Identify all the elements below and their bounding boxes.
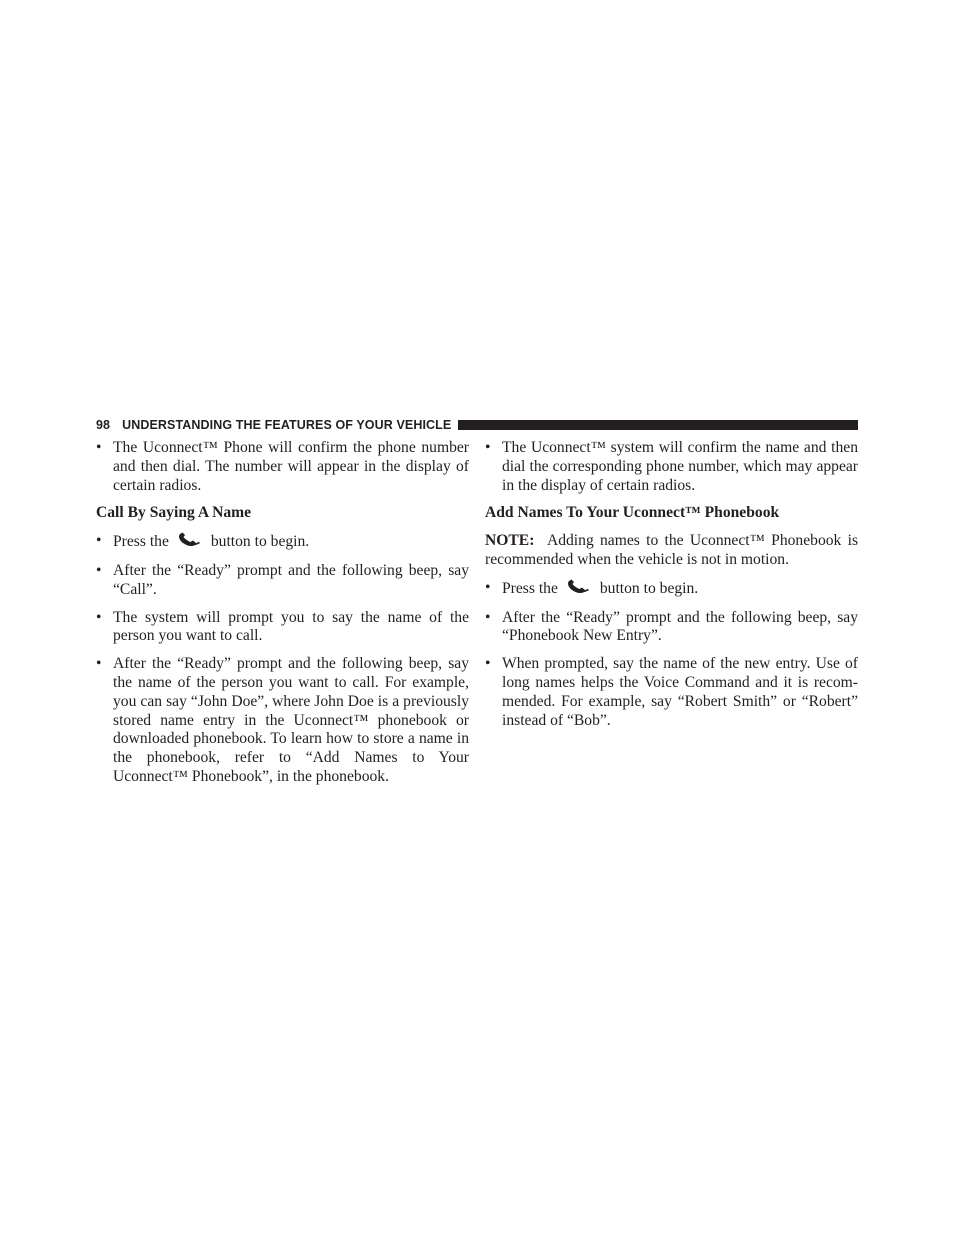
bullet: • bbox=[485, 439, 491, 456]
page-number: 98 bbox=[96, 417, 111, 432]
section-heading: Call By Saying A Name bbox=[96, 504, 252, 522]
bullet-text: The Uconnect™ system will confirm the name and then dial the corresponding phone number, which may appear in the display of certain radios. bbox=[502, 439, 858, 494]
list-item bbox=[485, 439, 858, 495]
bullet: • bbox=[96, 655, 102, 673]
list-item bbox=[96, 609, 469, 647]
bullet-text: Press the bbox=[113, 533, 169, 551]
bullet: • bbox=[485, 655, 491, 673]
bullet-text: button to begin. bbox=[599, 579, 699, 597]
note-text: Adding names to the Uconnect™ Phonebook is recommended when the vehicle is not in motion. bbox=[485, 532, 859, 568]
bullet-text: button to begin. bbox=[210, 533, 310, 551]
list-item bbox=[485, 655, 858, 730]
bullet: • bbox=[96, 532, 102, 550]
bullet-text: After the “Ready” prompt and the following beep, say “Phonebook New Entry”. bbox=[502, 608, 858, 645]
list-item bbox=[96, 532, 469, 552]
bullet-text: When prompted, say the name of the new entry. Use of long names helps the Voice Command and it is recommended. For example, say “Robert Smith” or “Robert” instead of “Bob”. bbox=[502, 655, 858, 729]
bullet: • bbox=[485, 578, 491, 596]
note-label: NOTE: bbox=[485, 532, 535, 550]
right-column bbox=[485, 439, 858, 730]
bullet-text: After the “Ready” prompt and the following beep, say the name of the person you want to call. For example, you can say “John Doe”, where John Doe is a previously stored name entry in the Uconnect™ phonebook or downloaded phonebook. To learn how to store a name in the phonebook, refer to “Add Names to Your Uconnect™ Phonebook”, in the phonebook. bbox=[113, 655, 469, 785]
list-item bbox=[96, 439, 469, 495]
bullet: • bbox=[96, 608, 102, 626]
left-column bbox=[96, 439, 469, 787]
phone-handset-icon bbox=[177, 532, 201, 548]
bullet: • bbox=[485, 608, 491, 626]
page-header bbox=[96, 417, 858, 432]
header-rule bbox=[458, 420, 858, 430]
bullet-text: The system will prompt you to say the name of the person you want to call. bbox=[113, 608, 469, 645]
section-heading: Add Names To Your Uconnect™ Phonebook bbox=[485, 504, 780, 522]
list-item bbox=[96, 655, 469, 787]
list-item bbox=[96, 562, 469, 600]
phone-handset-icon bbox=[566, 579, 590, 595]
bullet: • bbox=[96, 439, 102, 456]
bullet-text: After the “Ready” prompt and the following beep, say “Call”. bbox=[113, 561, 469, 598]
bullet: • bbox=[96, 561, 102, 579]
bullet-text: The Uconnect™ Phone will confirm the phone number and then dial. The number will appear in the display of certain radios. bbox=[113, 439, 469, 494]
list-item bbox=[485, 609, 858, 647]
bullet-text: Press the bbox=[502, 579, 558, 597]
list-item bbox=[485, 579, 858, 599]
section-title: UNDERSTANDING THE FEATURES OF YOUR VEHICLE bbox=[122, 417, 452, 432]
note-paragraph bbox=[485, 532, 858, 570]
